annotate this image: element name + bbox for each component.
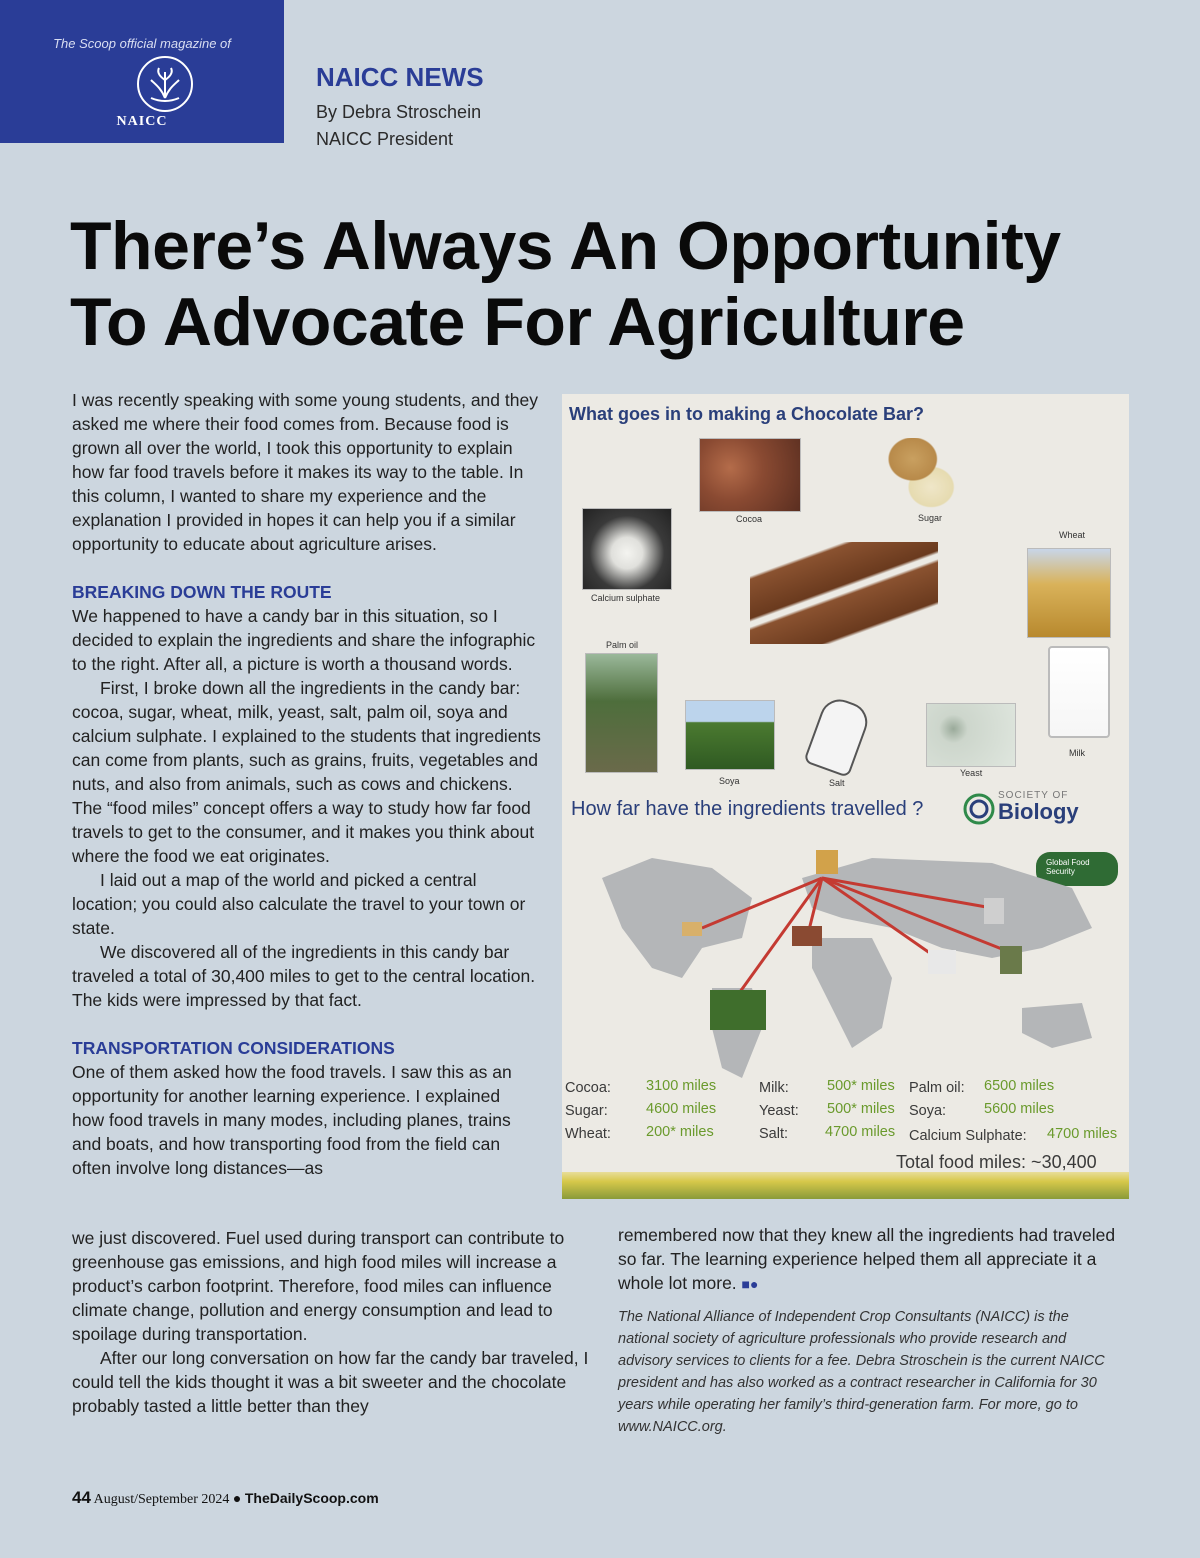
paragraph: remembered now that they knew all the ingredients had traveled so far. The learning experience helped them all appreciate it a whole lot more.: [618, 1225, 1116, 1293]
headline-line-1: There’s Always An Opportunity: [70, 208, 1061, 284]
val-salt: 4700 miles: [825, 1124, 896, 1140]
row-cocoa: Cocoa:: [565, 1080, 611, 1096]
row-soya: Soya:: [909, 1103, 947, 1119]
row-calcium: Calcium Sulphate:: [909, 1128, 1027, 1144]
row-wheat: Wheat:: [565, 1126, 611, 1142]
masthead-tagline: The Scoop official magazine of: [53, 36, 231, 51]
paragraph: we just discovered. Fuel used during transport can contribute to greenhouse gas emissions, and high food miles will increase a product’s carbon footprint. Therefore, food miles can influence climate change, pollution and energy consumption and lead to spoilage during transportation.: [72, 1228, 565, 1344]
val-milk: 500* miles: [827, 1078, 895, 1094]
map-palm-thumb: [1000, 946, 1022, 974]
val-wheat: 200* miles: [646, 1124, 714, 1140]
article-wide: [72, 1226, 592, 1418]
sugar-image: [876, 438, 968, 508]
map-cocoa-thumb: [792, 926, 822, 946]
subhead-transport: TRANSPORTATION CONSIDERATIONS: [72, 1038, 395, 1058]
soya-image: [685, 700, 775, 770]
label-wheat: Wheat: [1059, 530, 1086, 540]
news-header: [316, 62, 484, 153]
map-salt-thumb: [984, 898, 1004, 924]
map-africa: [812, 938, 892, 1048]
society-of-biology-logo: [998, 790, 1079, 825]
val-palm: 6500 miles: [984, 1078, 1055, 1094]
society-small: SOCIETY OF: [998, 790, 1069, 801]
map-soya-thumb: [710, 990, 766, 1030]
article-column-2: [618, 1223, 1118, 1296]
page-title: [70, 208, 1150, 360]
val-sugar: 4600 miles: [646, 1101, 717, 1117]
naicc-logo-icon: [137, 56, 193, 112]
byline: [316, 99, 484, 153]
field-strip: [562, 1172, 1129, 1199]
calcium-image: [582, 508, 672, 590]
society-logo-icon: [962, 792, 996, 826]
infographic-subtitle: How far have the ingredients travelled ?: [571, 798, 924, 820]
chocolate-bar-image: [750, 542, 938, 644]
byline-title: NAICC President: [316, 129, 454, 149]
paragraph: First, I broke down all the ingredients in the candy bar: cocoa, sugar, wheat, milk, yeast, salt, palm oil, soya and calcium sulphate. I explained to the students that ingredients can come from plants, such as grains, fruits, vegetables and nuts, and also from animals, such as cows and chickens. The “food miles” concept offers a way to study how far food travels to get to the consumer, and it makes you think about where the food we eat originates.: [72, 678, 541, 866]
salt-image: [803, 694, 873, 778]
wheat-image: [1027, 548, 1111, 638]
paragraph: We discovered all of the ingredients in this candy bar traveled a total of 30,400 miles to get to the central location. The kids were impressed by that fact.: [72, 942, 536, 1010]
section-title: NAICC NEWS: [316, 62, 484, 92]
infographic: [562, 394, 1129, 1199]
val-calcium: 4700 miles: [1047, 1126, 1118, 1142]
val-soya: 5600 miles: [984, 1101, 1055, 1117]
paragraph: I laid out a map of the world and picked a central location; you could also calculate the travel to your town or state.: [72, 870, 526, 938]
total-miles: Total food miles: ~30,400: [896, 1152, 1097, 1172]
tractor-icon: ■●: [741, 1276, 759, 1292]
row-sugar: Sugar:: [565, 1103, 608, 1119]
label-yeast: Yeast: [960, 768, 983, 778]
map-wheat-thumb: [816, 850, 838, 874]
byline-author: By Debra Stroschein: [316, 102, 482, 122]
row-salt: Salt:: [759, 1126, 789, 1142]
gfs-badge: Global Food Security: [1036, 852, 1118, 886]
row-milk: Milk:: [759, 1080, 789, 1096]
page-number: 44: [72, 1488, 91, 1507]
article-column-1: [72, 388, 542, 1180]
label-sugar: Sugar: [918, 513, 943, 523]
paragraph: After our long conversation on how far the candy bar traveled, I could tell the kids thought it was a bit sweeter and the chocolate probably tasted a little better than they: [72, 1348, 589, 1416]
masthead: [0, 0, 284, 143]
yeast-image: [926, 703, 1016, 767]
paragraph: We happened to have a candy bar in this situation, so I decided to explain the ingredients and share the infographic to the right. After all, a picture is worth a thousand words.: [72, 606, 536, 674]
label-soya: Soya: [719, 776, 740, 786]
world-map: [592, 838, 1112, 1088]
paragraph: One of them asked how the food travels. I saw this as an opportunity for another learning experience. I explained how food travels in many modes, including planes, trains and boats, and how transporting food from the field can often involve long distances—as: [72, 1062, 512, 1178]
author-bio: The National Alliance of Independent Crop Consultants (NAICC) is the national society of agriculture professionals who provide research and advisory services to clients for a fee. Debra Stroschein is the current NAICC president and has also worked as a contract researcher in California for 30 years while operating her family’s third-generation farm. For more, go to www.NAICC.org.: [618, 1309, 1105, 1435]
infographic-title: What goes in to making a Chocolate Bar?: [569, 404, 925, 424]
map-calcium-thumb: [928, 950, 956, 974]
label-milk: Milk: [1069, 748, 1085, 758]
val-yeast: 500* miles: [827, 1101, 895, 1117]
subhead-route: BREAKING DOWN THE ROUTE: [72, 582, 332, 602]
cocoa-image: [699, 438, 801, 512]
label-cocoa: Cocoa: [736, 514, 763, 524]
row-yeast: Yeast:: [759, 1103, 799, 1119]
val-cocoa: 3100 miles: [646, 1078, 717, 1094]
paragraph: I was recently speaking with some young students, and they asked me where their food comes from. Because food is grown all over the world, I took this opportunity to explain how far food travels before it makes its way to the table. In this column, I wanted to share my experience and the explanation I provided in hopes it can help you if a similar opportunity to educate about agriculture arises.: [72, 390, 538, 554]
milk-image: [1048, 646, 1110, 738]
logo-text: NAICC: [116, 114, 168, 129]
map-sugar-thumb: [682, 922, 702, 936]
site-link[interactable]: TheDailyScoop.com: [244, 1490, 379, 1506]
bullet-icon: ●: [232, 1492, 242, 1507]
issue-date: August/September 2024: [93, 1492, 230, 1507]
row-palm: Palm oil:: [909, 1080, 965, 1096]
label-calcium: Calcium sulphate: [591, 593, 661, 603]
label-palm: Palm oil: [606, 640, 639, 650]
society-big: Biology: [998, 799, 1079, 824]
label-salt: Salt: [829, 778, 845, 788]
palm-image: [585, 653, 658, 773]
page-footer: [72, 1488, 379, 1508]
map-australia: [1022, 1003, 1092, 1048]
headline-line-2: To Advocate For Agriculture: [70, 284, 965, 360]
